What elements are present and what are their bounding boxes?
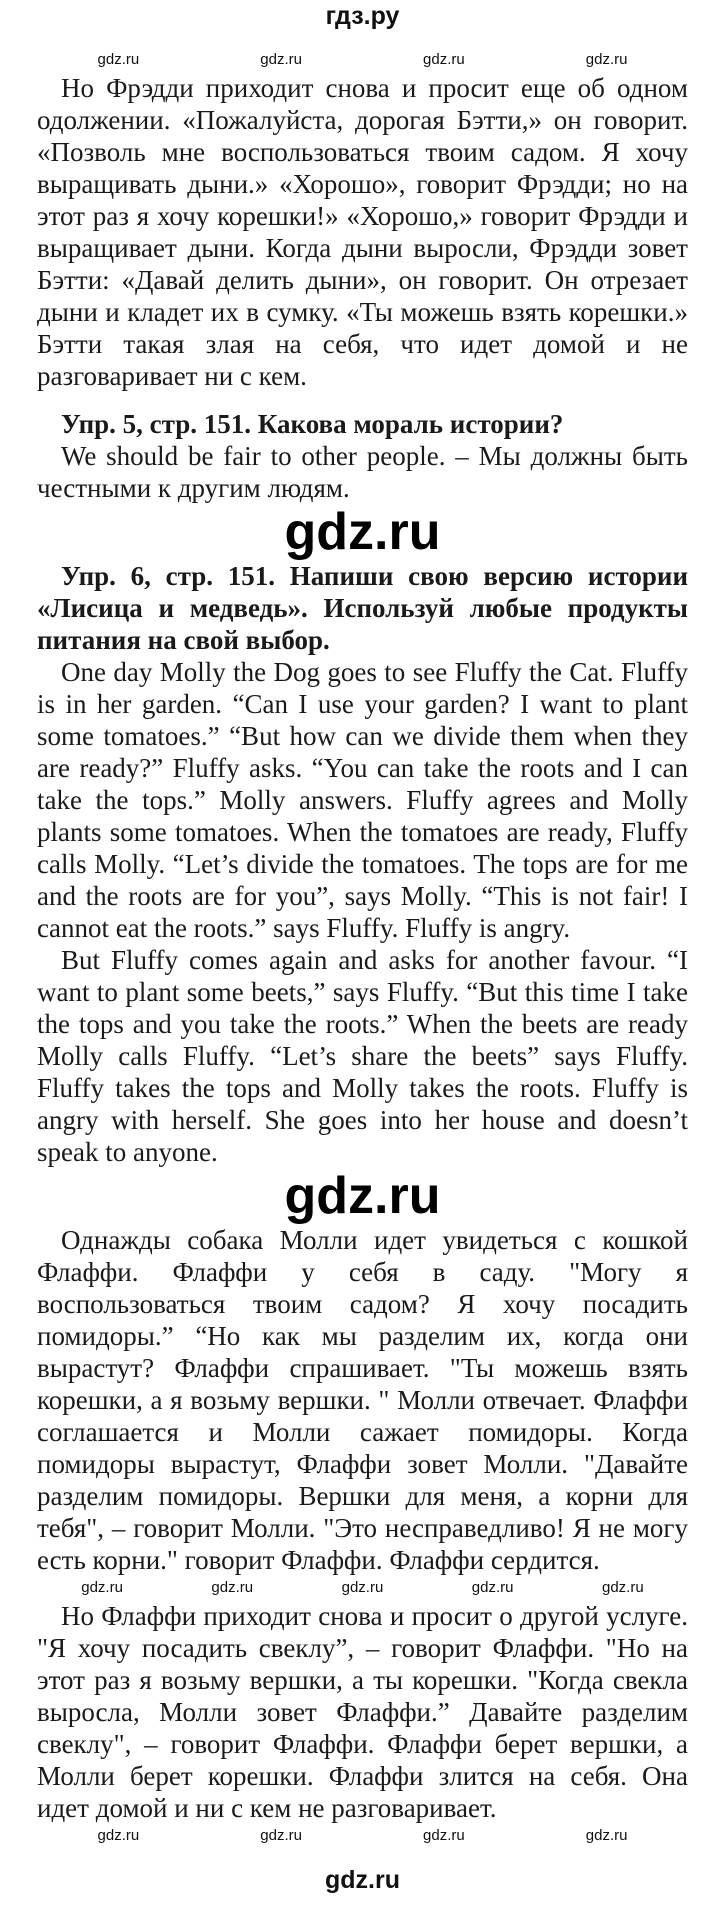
watermark-small: gdz.ru bbox=[97, 51, 140, 68]
exercise-5-heading: Упр. 5, стр. 151. Какова мораль истории? bbox=[61, 409, 564, 439]
watermark-small: gdz.ru bbox=[260, 1827, 302, 1844]
watermark-small: gdz.ru bbox=[341, 1579, 384, 1596]
exercise-6-english-paragraph-2: But Fluffy comes again and asks for another favour. “I want to plant some beets,” says Fluffy. “But this time I take the tops and you take the roots.” When the beets are ready Molly calls Fluffy. “Let’s share the beets” says Fluffy. Fluffy takes the tops and Molly takes the roots. Fluffy is angry with herself. She goes into her house and doesn’t speak to anyone. bbox=[37, 945, 688, 1167]
watermark-small: gdz.ru bbox=[585, 51, 628, 68]
watermark-row bbox=[37, 1578, 688, 1598]
watermark-small: gdz.ru bbox=[423, 51, 465, 68]
watermark-small: gdz.ru bbox=[601, 1579, 644, 1596]
watermark-small: gdz.ru bbox=[81, 1579, 123, 1596]
exercise-5-answer: We should be fair to other people. – Мы должны быть честными к другим людям. bbox=[37, 441, 688, 503]
exercise-6-russian-paragraph-2: Но Флаффи приходит снова и просит о другой услуге. "Я хочу посадить свеклу”, – говорит Флаффи. "Но на этот раз я возьму вершки, а ты корешки. "Когда свекла выросла, Молли зовет Флаффи.” Давайте разделим свеклу", – говорит Флаффи. Флаффи берет вершки, а Молли берет корешки. Флаффи злится на себя. Она идет домой и ни с кем не разговаривает. bbox=[37, 1601, 688, 1823]
watermark-small: gdz.ru bbox=[423, 1827, 465, 1844]
exercise-6-russian-paragraph-1: Однажды собака Молли идет увидеться с кошкой Флаффи. Флаффи у себя в саду. "Могу я воспользоваться твоим садом? Я хочу посадить помидоры.” “Но как мы разделим их, когда они вырастут? Флаффи спрашивает. "Ты можешь взять корешки, а я возьму вершки. " Молли отвечает. Флаффи соглашается и Молли сажает помидоры. Когда помидоры вырастут, Флаффи зовет Молли. "Давайте разделим помидоры. Вершки для меня, а корни для тебя", – говорит Молли. "Это несправедливо! Я не могу есть корни." говорит Флаффи. Флаффи сердится. bbox=[37, 1225, 688, 1575]
watermark-large: gdz.ru bbox=[284, 503, 441, 561]
watermark-small: gdz.ru bbox=[260, 51, 302, 68]
site-header: гдз.ру bbox=[325, 2, 400, 30]
site-footer: gdz.ru bbox=[325, 1866, 400, 1894]
exercise-6-heading: Упр. 6, стр. 151. Напиши свою версию истории «Лисица и медведь». Используй любые продукты питания на свой выбор. bbox=[37, 561, 688, 655]
watermark-small: gdz.ru bbox=[471, 1579, 514, 1596]
watermark-large: gdz.ru bbox=[284, 1167, 441, 1225]
watermark-small: gdz.ru bbox=[211, 1579, 254, 1596]
watermark-small: gdz.ru bbox=[97, 1827, 140, 1844]
watermark-row bbox=[37, 1826, 688, 1846]
exercise-6-english-paragraph-1: One day Molly the Dog goes to see Fluffy the Cat. Fluffy is in her garden. “Can I use your garden? I want to plant some tomatoes.” “But how can we divide them when they are ready?” Fluffy asks. “You can take the roots and I can take the tops.” Molly answers. Fluffy agrees and Molly plants some tomatoes. When the tomatoes are ready, Fluffy calls Molly. “Let’s divide the tomatoes. The tops are for me and the roots are for you”, says Molly. “This is not fair! I cannot eat the roots.” says Fluffy. Fluffy is angry. bbox=[37, 657, 688, 943]
watermark-small: gdz.ru bbox=[585, 1827, 628, 1844]
watermark-row bbox=[37, 50, 688, 70]
paragraph-ru-story-end: Но Фрэдди приходит снова и просит еще об одном одолжении. «Пожалуйста, дорогая Бэтти,» он говорит. «Позволь мне воспользоваться твоим садом. Я хочу выращивать дыни.» «Хорошо», говорит Фрэдди; но на этот раз я хочу корешки!» «Хорошо,» говорит Фрэдди и выращивает дыни. Когда дыни выросли, Фрэдди зовет Бэтти: «Давай делить дыни», он говорит. Он отрезает дыни и кладет их в сумку. «Ты можешь взять корешки.» Бэтти такая злая на себя, что идет домой и не разговаривает ни с кем. bbox=[37, 73, 688, 391]
